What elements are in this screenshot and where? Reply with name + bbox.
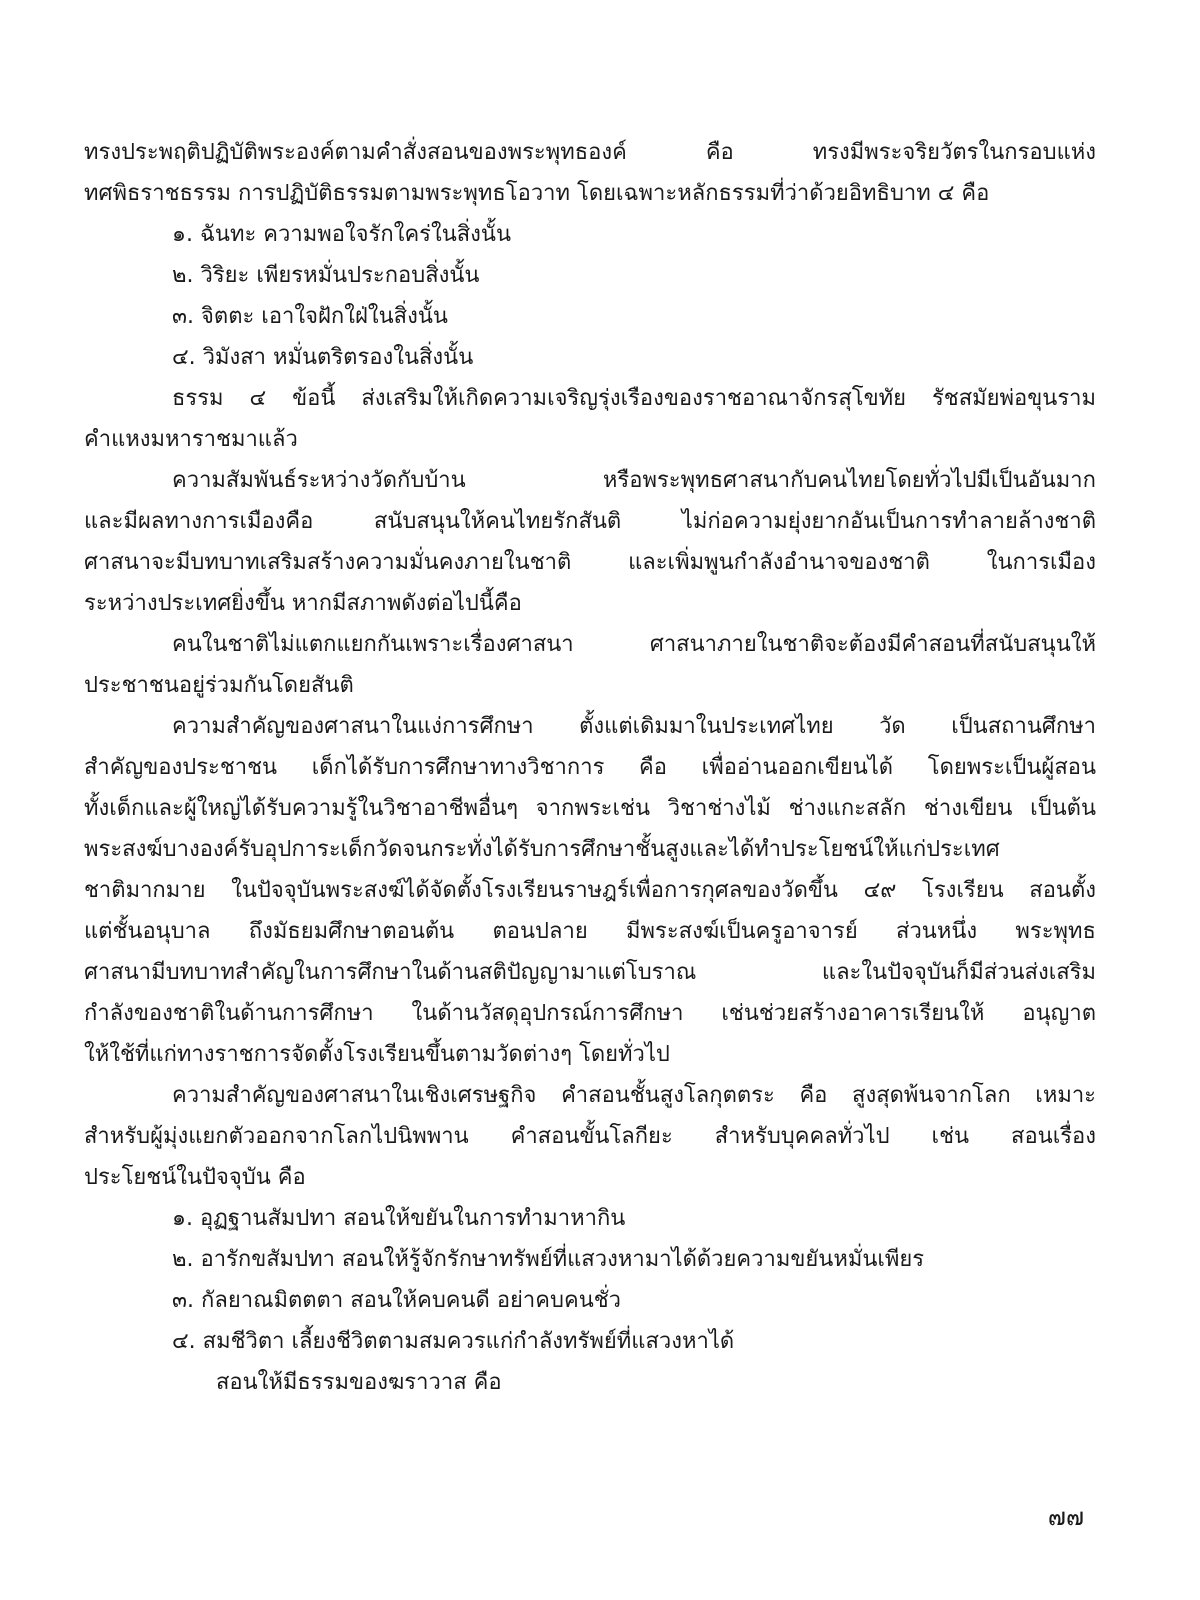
- list-item-citta: ๓. จิตตะ เอาใจฝักใฝ่ในสิ่งนั้น: [172, 304, 448, 329]
- paragraph-education-line-7: ศาสนามีบทบาทสำคัญในการศึกษาในด้านสติปัญญามาแต่โบราณ และในปัจจุบันก็มีส่วนส่งเสริม: [84, 960, 1096, 985]
- page-number: ๗๗: [1047, 1503, 1084, 1531]
- paragraph-unity-line-1: คนในชาติไม่แตกแยกกันเพราะเรื่องศาสนา ศาสนาภายในชาติจะต้องมีคำสอนที่สนับสนุนให้: [172, 632, 1096, 657]
- list-item-vimamsa: ๔. วิมังสา หมั่นตริตรองในสิ่งนั้น: [172, 345, 474, 370]
- list-item-viriya: ๒. วิริยะ เพียรหมั่นประกอบสิ่งนั้น: [172, 263, 480, 288]
- paragraph-education-line-2: สำคัญของประชาชน เด็กได้รับการศึกษาทางวิชาการ คือ เพื่ออ่านออกเขียนได้ โดยพระเป็นผู้สอน: [84, 755, 1096, 780]
- paragraph-economy-line-3: ประโยชน์ในปัจจุบัน คือ: [84, 1165, 306, 1190]
- paragraph-relationship-line-2: และมีผลทางการเมืองคือ สนับสนุนให้คนไทยรักสันติ ไม่ก่อความยุ่งยากอันเป็นการทำลายล้างชาติ: [84, 509, 1096, 534]
- paragraph-education-line-4: พระสงฆ์บางองค์รับอุปการะเด็กวัดจนกระทั่งได้รับการศึกษาชั้นสูงและได้ทำประโยชน์ให้แก่ประเทศ: [84, 837, 1000, 862]
- paragraph-dhamma-4-line-1: ธรรม ๔ ข้อนี้ ส่งเสริมให้เกิดความเจริญรุ่งเรืองของราชอาณาจักรสุโขทัย รัชสมัยพ่อขุนราม: [172, 386, 1096, 411]
- body-line-1: ทรงประพฤติปฏิบัติพระองค์ตามคำสั่งสอนของพระพุทธองค์ คือ ทรงมีพระจริยวัตรในกรอบแห่ง: [84, 140, 1096, 165]
- paragraph-education-line-3: ทั้งเด็กและผู้ใหญ่ได้รับความรู้ในวิชาอาชีพอื่นๆ จากพระเช่น วิชาช่างไม้ ช่างแกะสลัก ช่างเขียน เป็นต้น: [84, 796, 1096, 821]
- paragraph-economy-line-2: สำหรับผู้มุ่งแยกตัวออกจากโลกไปนิพพาน คำสอนขั้นโลกียะ สำหรับบุคคลทั่วไป เช่น สอนเรื่อง: [84, 1124, 1096, 1149]
- paragraph-education-line-8: กำลังของชาติในด้านการศึกษา ในด้านวัสดุอุปกรณ์การศึกษา เช่นช่วยสร้างอาคารเรียนให้ อนุญาต: [84, 1001, 1096, 1026]
- paragraph-relationship-line-3: ศาสนาจะมีบทบาทเสริมสร้างความมั่นคงภายในชาติ และเพิ่มพูนกำลังอำนาจของชาติ ในการเมือง: [84, 550, 1096, 575]
- list-item-kalyanamittata: ๓. กัลยาณมิตตตา สอนให้คบคนดี อย่าคบคนชั่ว: [172, 1288, 622, 1313]
- paragraph-dhamma-4-line-2: คำแหงมหาราชมาแล้ว: [84, 427, 298, 452]
- body-line-2: ทศพิธราชธรรม การปฏิบัติธรรมตามพระพุทธโอวาท โดยเฉพาะหลักธรรมที่ว่าด้วยอิทธิบาท ๔ คือ: [84, 181, 990, 206]
- paragraph-relationship-line-4: ระหว่างประเทศยิ่งขึ้น หากมีสภาพดังต่อไปนี้คือ: [84, 591, 522, 616]
- list-item-samajivita-continuation: สอนให้มีธรรมของฆราวาส คือ: [216, 1370, 502, 1395]
- paragraph-education-line-1: ความสำคัญของศาสนาในแง่การศึกษา ตั้งแต่เดิมมาในประเทศไทย วัด เป็นสถานศึกษา: [172, 714, 1096, 739]
- paragraph-education-line-5: ชาติมากมาย ในปัจจุบันพระสงฆ์ได้จัดตั้งโรงเรียนราษฎร์เพื่อการกุศลของวัดขึ้น ๔๙ โรงเรียน สอนตั้ง: [84, 878, 1096, 903]
- paragraph-relationship-line-1: ความสัมพันธ์ระหว่างวัดกับบ้าน หรือพระพุทธศาสนากับคนไทยโดยทั่วไปมีเป็นอันมาก: [172, 468, 1096, 493]
- paragraph-education-line-9: ให้ใช้ที่แก่ทางราชการจัดตั้งโรงเรียนขึ้นตามวัดต่างๆ โดยทั่วไป: [84, 1042, 670, 1067]
- paragraph-unity-line-2: ประชาชนอยู่ร่วมกันโดยสันติ: [84, 673, 354, 698]
- paragraph-education-line-6: แต่ชั้นอนุบาล ถึงมัธยมศึกษาตอนต้น ตอนปลาย มีพระสงฆ์เป็นครูอาจารย์ ส่วนหนึ่ง พระพุทธ: [84, 919, 1096, 944]
- paragraph-economy-line-1: ความสำคัญของศาสนาในเชิงเศรษฐกิจ คำสอนชั้นสูงโลกุตตระ คือ สูงสุดพ้นจากโลก เหมาะ: [172, 1083, 1096, 1108]
- list-item-arakkha-sampada: ๒. อารักขสัมปทา สอนให้รู้จักรักษาทรัพย์ที่แสวงหามาได้ด้วยความขยันหมั่นเพียร: [172, 1247, 925, 1272]
- list-item-utthana-sampada: ๑. อุฏฐานสัมปทา สอนให้ขยันในการทำมาหากิน: [172, 1206, 626, 1231]
- list-item-chanda: ๑. ฉันทะ ความพอใจรักใคร่ในสิ่งนั้น: [172, 222, 512, 247]
- list-item-samajivita: ๔. สมชีวิตา เลี้ยงชีวิตตามสมควรแก่กำลังทรัพย์ที่แสวงหาได้: [172, 1329, 735, 1354]
